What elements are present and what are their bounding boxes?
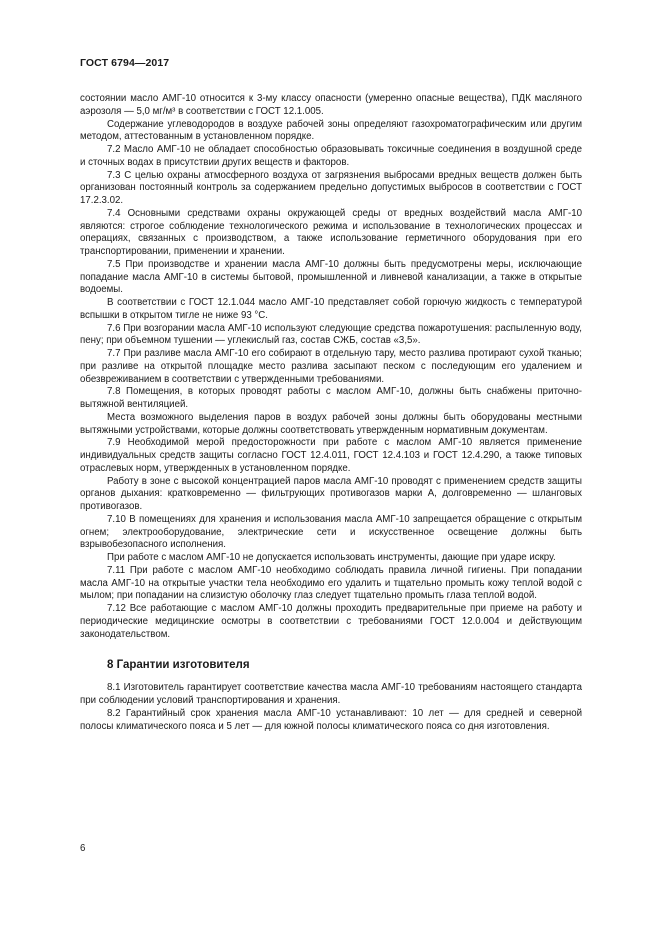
paragraph-7-6: 7.6 При возгорании масла АМГ-10 используют следующие средства пожаротушения: распыленную воду, пену; при объемном тушении — углекислый газ, состав СЖБ, состав «3,5». — [80, 322, 582, 347]
paragraph-continuation: состоянии масло АМГ-10 относится к 3-му классу опасности (умеренно опасные вещества), ПДК масляного аэрозоля — 5,0 мг/м³ в соответствии с ГОСТ 12.1.005. — [80, 93, 582, 117]
section-8-title: 8 Гарантии изготовителя — [107, 659, 250, 672]
paragraph-7-7: 7.7 При разливе масла АМГ-10 его собирают в отдельную тару, место разлива протирают сухой тканью; при разливе на открытой площадке место разлива засыпают песком с последующим его удалением и обезвреживанием в соответствии с утвержденными требованиями. — [80, 348, 582, 385]
paragraph-7-10: 7.10 В помещениях для хранения и использования масла АМГ-10 запрещается обращение с открытым огнем; электрооборудование, электрические сети и искусственное освещение должны быть взрывобезопасного исполнения. — [80, 513, 582, 551]
paragraph-7-9: 7.9 Необходимой мерой предосторожности при работе с маслом АМГ-10 является применение индивидуальных средств защиты согласно ГОСТ 12.4.011, ГОСТ 12.4.103 и ГОСТ 12.4.290, а также типовых отраслевых норм, утвержденных в установленном порядке. — [80, 437, 582, 474]
paragraph: Содержание углеводородов в воздухе рабочей зоны определяют газохроматографическим или другим методом, аттестованным в установленном порядке. — [80, 118, 582, 143]
document-code-header: ГОСТ 6794—2017 — [80, 57, 170, 69]
page-number: 6 — [80, 843, 86, 854]
paragraph-7-3: 7.3 С целью охраны атмосферного воздуха от загрязнения выбросами вредных веществ должен быть организован постоянный контроль за содержанием предельно допустимых выбросов в соответствии с ГОСТ 17.2.3.02. — [80, 169, 582, 206]
document-body — [80, 93, 582, 733]
paragraph-8-2: 8.2 Гарантийный срок хранения масла АМГ-10 устанавливают: 10 лет — для средней и северной полосы климатического пояса и 5 лет — для южной полосы климатического пояса со дня изготовления. — [80, 707, 582, 732]
paragraph: Работу в зоне с высокой концентрацией паров масла АМГ-10 проводят с применением средств защиты органов дыхания: кратковременно — фильтрующих противогазов марки А, долговременно — шланговых противогазов. — [80, 475, 582, 512]
paragraph: При работе с маслом АМГ-10 не допускается использовать инструменты, дающие при ударе искру. — [107, 552, 556, 563]
paragraph: Места возможного выделения паров в воздух рабочей зоны должны быть оборудованы местными вытяжными устройствами, которые должны соответствовать утвержденным нормативным документам. — [80, 411, 582, 436]
paragraph-7-4: 7.4 Основными средствами охраны окружающей среды от вредных воздействий масла АМГ-10 являются: строгое соблюдение технологического режима и использование в технологических процессах и операциях, связанных с производством, а также использование герметичного оборудования при его транспортировании, применении и хранении. — [80, 207, 582, 257]
paragraph-7-5: 7.5 При производстве и хранении масла АМГ-10 должны быть предусмотрены меры, исключающие попадание масла АМГ-10 в системы бытовой, промышленной и ливневой канализации, а также в открытые водоемы. — [80, 258, 582, 296]
paragraph: В соответствии с ГОСТ 12.1.044 масло АМГ-10 представляет собой горючую жидкость с температурой вспышки в открытом тигле не ниже 93 °С. — [80, 297, 582, 321]
paragraph-7-11: 7.11 При работе с маслом АМГ-10 необходимо соблюдать правила личной гигиены. При попадании масла АМГ-10 на открытые участки тела необходимо его удалить и тщательно промыть кожу теплой водой с мылом; при попадании на слизистую оболочку глаз следует тщательно промыть глаза теплой водой. — [80, 564, 582, 602]
paragraph-7-2: 7.2 Масло АМГ-10 не обладает способностью образовывать токсичные соединения в воздушной среде и сточных водах в присутствии других веществ и факторов. — [80, 144, 582, 168]
paragraph-8-1: 8.1 Изготовитель гарантирует соответствие качества масла АМГ-10 требованиям настоящего стандарта при соблюдении условий транспортирования и хранения. — [80, 682, 582, 706]
paragraph-7-8: 7.8 Помещения, в которых проводят работы с маслом АМГ-10, должны быть снабжены приточно-вытяжной вентиляцией. — [80, 386, 582, 410]
paragraph-7-12: 7.12 Все работающие с маслом АМГ-10 должны проходить предварительные при приеме на работу и периодические медицинские осмотры в соответствии с требованиями ГОСТ 12.0.004 и действующим законодательством. — [80, 603, 582, 640]
